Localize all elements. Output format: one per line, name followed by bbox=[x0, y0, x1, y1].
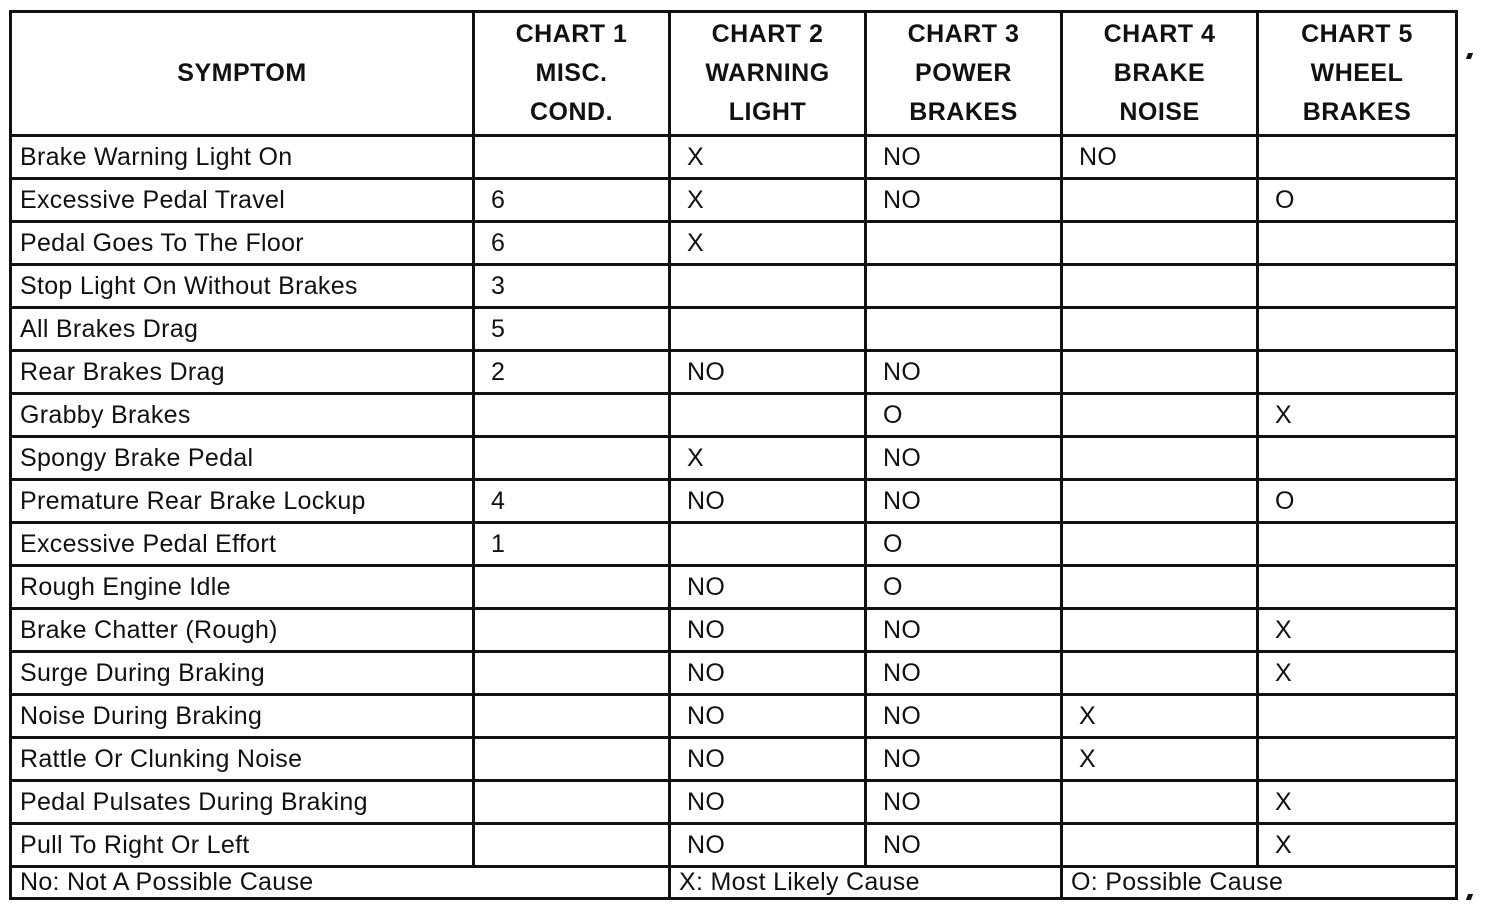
header-chart-5 bbox=[1258, 12, 1457, 136]
header-line: BRAKE bbox=[1113, 59, 1206, 87]
chart-1-cell: 5 bbox=[474, 308, 670, 351]
chart-5-cell: X bbox=[1258, 781, 1457, 824]
chart-2-cell: X bbox=[670, 179, 866, 222]
chart-5-cell: O bbox=[1258, 179, 1457, 222]
header-line: WHEEL bbox=[1310, 59, 1404, 87]
chart-5-cell: X bbox=[1258, 824, 1457, 867]
table-row bbox=[11, 652, 1457, 695]
table-row bbox=[11, 566, 1457, 609]
chart-4-cell bbox=[1062, 308, 1258, 351]
chart-3-cell: NO bbox=[866, 136, 1062, 179]
chart-3-cell bbox=[866, 308, 1062, 351]
table-row bbox=[11, 222, 1457, 265]
chart-2-cell: NO bbox=[670, 781, 866, 824]
header-symptom bbox=[11, 12, 474, 136]
chart-2-cell: NO bbox=[670, 824, 866, 867]
chart-2-cell: X bbox=[670, 222, 866, 265]
chart-1-cell bbox=[474, 437, 670, 480]
symptom-cell: Surge During Braking bbox=[11, 652, 474, 695]
chart-5-cell bbox=[1258, 523, 1457, 566]
chart-1-cell bbox=[474, 738, 670, 781]
chart-5-cell bbox=[1258, 308, 1457, 351]
chart-1-cell bbox=[474, 695, 670, 738]
chart-2-cell: NO bbox=[670, 609, 866, 652]
chart-5-cell bbox=[1258, 265, 1457, 308]
symptom-cell: Stop Light On Without Brakes bbox=[11, 265, 474, 308]
header-chart-2 bbox=[670, 12, 866, 136]
chart-1-cell bbox=[474, 566, 670, 609]
chart-5-cell bbox=[1258, 695, 1457, 738]
chart-5-cell: X bbox=[1258, 652, 1457, 695]
symptom-cell: All Brakes Drag bbox=[11, 308, 474, 351]
header-line: NOISE bbox=[1119, 98, 1200, 126]
chart-2-cell: NO bbox=[670, 652, 866, 695]
symptom-cell: Brake Warning Light On bbox=[11, 136, 474, 179]
table-row bbox=[11, 265, 1457, 308]
chart-3-cell: NO bbox=[866, 695, 1062, 738]
symptom-cell: Rough Engine Idle bbox=[11, 566, 474, 609]
symptom-cell: Grabby Brakes bbox=[11, 394, 474, 437]
chart-2-cell bbox=[670, 523, 866, 566]
chart-3-cell: NO bbox=[866, 351, 1062, 394]
header-line: CHART 1 bbox=[515, 20, 628, 48]
chart-4-cell bbox=[1062, 652, 1258, 695]
header-line: CHART 3 bbox=[907, 20, 1020, 48]
chart-3-cell: NO bbox=[866, 437, 1062, 480]
chart-1-cell: 6 bbox=[474, 222, 670, 265]
symptom-cell: Rear Brakes Drag bbox=[11, 351, 474, 394]
header-line: CHART 2 bbox=[711, 20, 824, 48]
chart-1-cell bbox=[474, 136, 670, 179]
chart-4-cell bbox=[1062, 394, 1258, 437]
chart-1-cell: 3 bbox=[474, 265, 670, 308]
header-line: BRAKES bbox=[1302, 98, 1412, 126]
chart-3-cell: NO bbox=[866, 179, 1062, 222]
chart-5-cell: X bbox=[1258, 394, 1457, 437]
chart-1-cell bbox=[474, 394, 670, 437]
symptom-cell: Spongy Brake Pedal bbox=[11, 437, 474, 480]
chart-5-cell bbox=[1258, 222, 1457, 265]
chart-2-cell: NO bbox=[670, 351, 866, 394]
legend-most-likely: X: Most Likely Cause bbox=[670, 867, 1062, 899]
legend-possible: O: Possible Cause bbox=[1062, 867, 1457, 899]
chart-4-cell: X bbox=[1062, 695, 1258, 738]
chart-3-cell: O bbox=[866, 394, 1062, 437]
header-line: CHART 5 bbox=[1301, 20, 1413, 48]
chart-3-cell: O bbox=[866, 523, 1062, 566]
chart-3-cell: NO bbox=[866, 609, 1062, 652]
table-row bbox=[11, 824, 1457, 867]
header-chart-4 bbox=[1062, 12, 1258, 136]
symptom-cell: Premature Rear Brake Lockup bbox=[11, 480, 474, 523]
table-row bbox=[11, 437, 1457, 480]
header-chart-3 bbox=[866, 12, 1062, 136]
chart-4-cell bbox=[1062, 265, 1258, 308]
table-row bbox=[11, 695, 1457, 738]
header-line: SYMPTOM bbox=[177, 59, 307, 87]
header-line: WARNING bbox=[705, 59, 830, 87]
chart-2-cell bbox=[670, 308, 866, 351]
chart-4-cell bbox=[1062, 437, 1258, 480]
chart-3-cell bbox=[866, 265, 1062, 308]
chart-4-cell bbox=[1062, 351, 1258, 394]
chart-3-cell: O bbox=[866, 566, 1062, 609]
chart-2-cell: NO bbox=[670, 695, 866, 738]
chart-2-cell: NO bbox=[670, 738, 866, 781]
chart-5-cell bbox=[1258, 566, 1457, 609]
legend-not-possible: No: Not A Possible Cause bbox=[11, 867, 670, 899]
legend-row bbox=[11, 867, 1457, 899]
table-row bbox=[11, 609, 1457, 652]
chart-4-cell bbox=[1062, 781, 1258, 824]
chart-4-cell: NO bbox=[1062, 136, 1258, 179]
chart-4-cell bbox=[1062, 609, 1258, 652]
symptom-cell: Noise During Braking bbox=[11, 695, 474, 738]
chart-1-cell: 2 bbox=[474, 351, 670, 394]
chart-2-cell bbox=[670, 265, 866, 308]
chart-4-cell bbox=[1062, 480, 1258, 523]
chart-5-cell: O bbox=[1258, 480, 1457, 523]
header-line: POWER bbox=[915, 59, 1012, 87]
table-row bbox=[11, 136, 1457, 179]
chart-1-cell bbox=[474, 652, 670, 695]
header-line: CHART 4 bbox=[1103, 20, 1216, 48]
header-chart-1 bbox=[474, 12, 670, 136]
table-row bbox=[11, 480, 1457, 523]
symptom-cell: Excessive Pedal Effort bbox=[11, 523, 474, 566]
header-line: BRAKES bbox=[909, 98, 1018, 126]
chart-2-cell: X bbox=[670, 136, 866, 179]
chart-4-cell bbox=[1062, 523, 1258, 566]
header-row bbox=[11, 12, 1457, 136]
chart-3-cell: NO bbox=[866, 781, 1062, 824]
chart-4-cell bbox=[1062, 824, 1258, 867]
symptom-cell: Excessive Pedal Travel bbox=[11, 179, 474, 222]
chart-2-cell: X bbox=[670, 437, 866, 480]
chart-3-cell: NO bbox=[866, 824, 1062, 867]
chart-4-cell bbox=[1062, 179, 1258, 222]
chart-3-cell: NO bbox=[866, 738, 1062, 781]
chart-1-cell: 1 bbox=[474, 523, 670, 566]
chart-5-cell bbox=[1258, 437, 1457, 480]
chart-2-cell bbox=[670, 394, 866, 437]
chart-4-cell: X bbox=[1062, 738, 1258, 781]
brake-symptom-table bbox=[9, 10, 1458, 900]
header-line: MISC. bbox=[535, 59, 608, 87]
symptom-cell: Brake Chatter (Rough) bbox=[11, 609, 474, 652]
table-row bbox=[11, 179, 1457, 222]
symptom-cell: Pedal Goes To The Floor bbox=[11, 222, 474, 265]
chart-3-cell: NO bbox=[866, 652, 1062, 695]
table-row bbox=[11, 351, 1457, 394]
symptom-cell: Pull To Right Or Left bbox=[11, 824, 474, 867]
header-line: LIGHT bbox=[728, 98, 807, 126]
chart-5-cell bbox=[1258, 738, 1457, 781]
scan-mark bbox=[1466, 894, 1473, 900]
chart-3-cell bbox=[866, 222, 1062, 265]
table-body bbox=[11, 136, 1457, 867]
chart-2-cell: NO bbox=[670, 566, 866, 609]
chart-3-cell: NO bbox=[866, 480, 1062, 523]
table-row bbox=[11, 394, 1457, 437]
table-row bbox=[11, 523, 1457, 566]
chart-5-cell: X bbox=[1258, 609, 1457, 652]
chart-5-cell bbox=[1258, 136, 1457, 179]
table-row bbox=[11, 308, 1457, 351]
symptom-cell: Rattle Or Clunking Noise bbox=[11, 738, 474, 781]
chart-1-cell bbox=[474, 781, 670, 824]
chart-1-cell bbox=[474, 824, 670, 867]
table-row bbox=[11, 738, 1457, 781]
header-line: COND. bbox=[529, 98, 614, 126]
chart-4-cell bbox=[1062, 566, 1258, 609]
table-row bbox=[11, 781, 1457, 824]
scan-mark bbox=[1466, 53, 1473, 59]
chart-1-cell: 6 bbox=[474, 179, 670, 222]
chart-1-cell bbox=[474, 609, 670, 652]
chart-1-cell: 4 bbox=[474, 480, 670, 523]
symptom-cell: Pedal Pulsates During Braking bbox=[11, 781, 474, 824]
chart-5-cell bbox=[1258, 351, 1457, 394]
chart-2-cell: NO bbox=[670, 480, 866, 523]
chart-4-cell bbox=[1062, 222, 1258, 265]
